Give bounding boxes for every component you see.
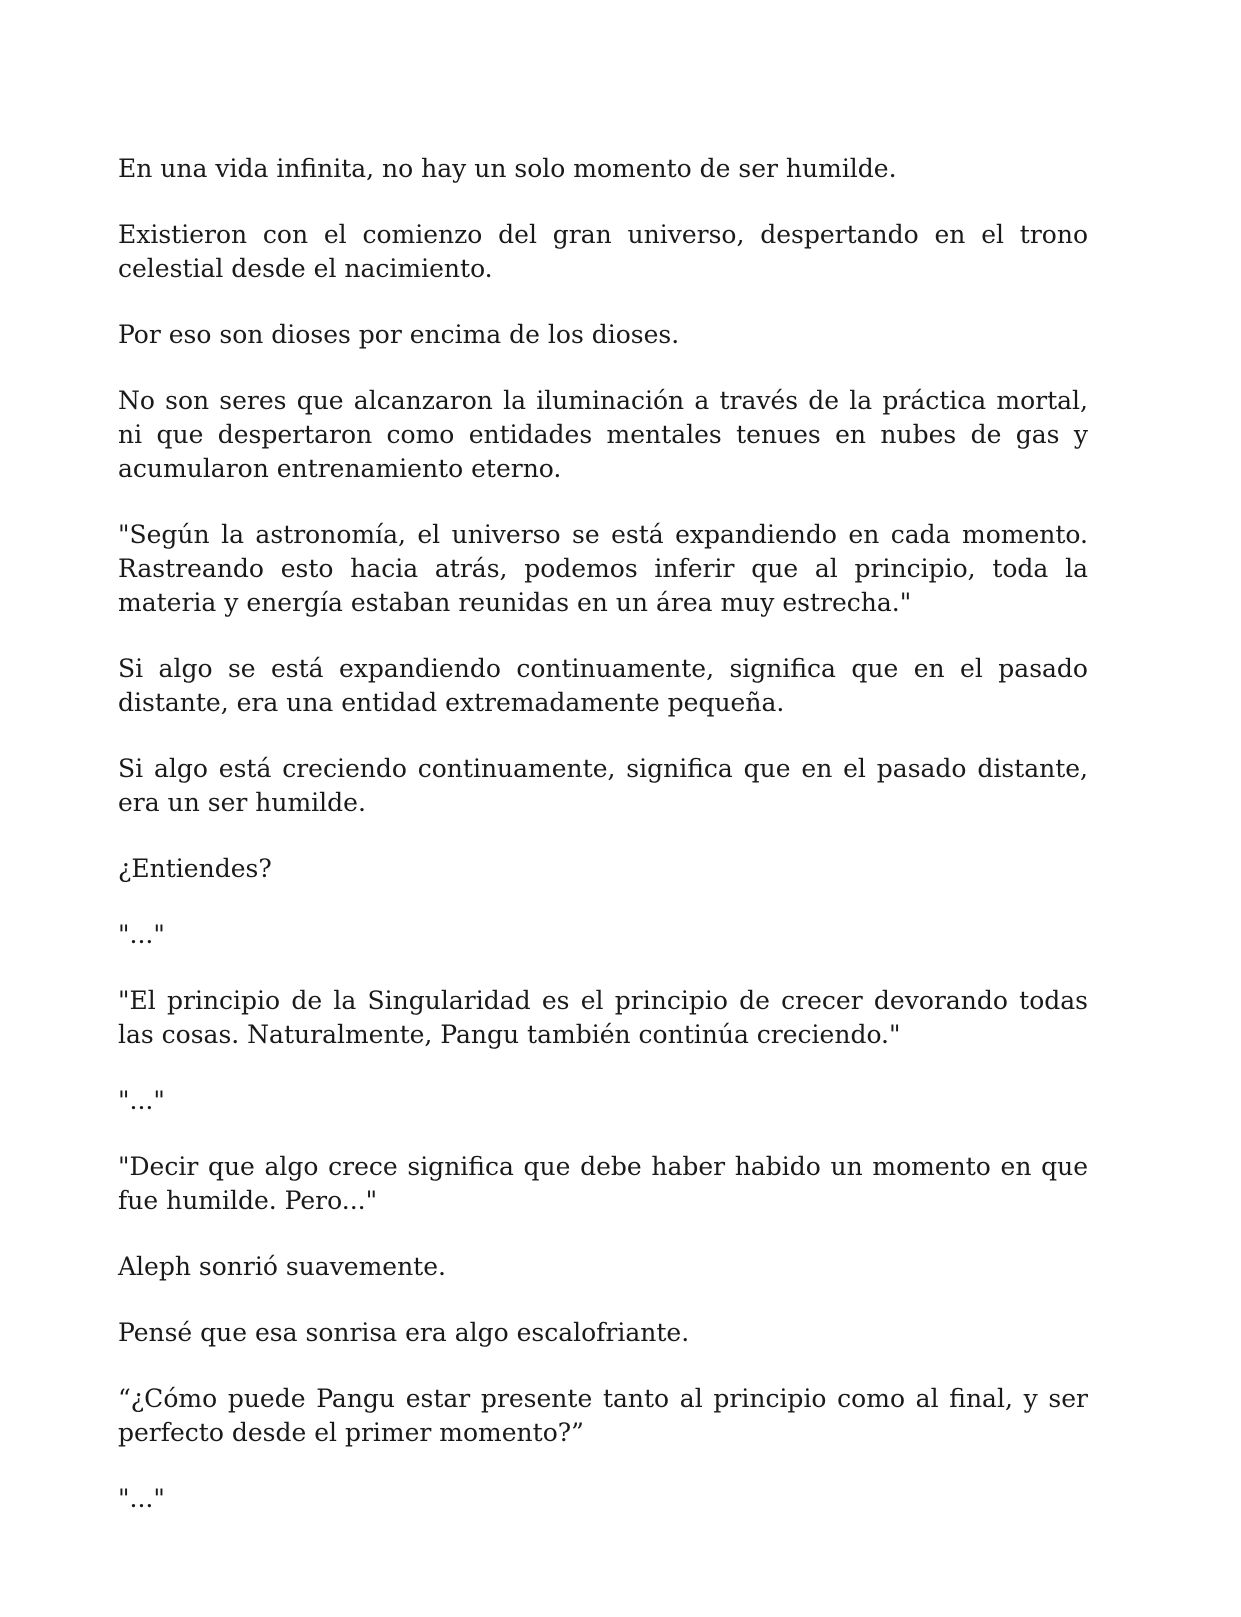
paragraph: "Según la astronomía, el universo se está expandiendo en cada momento. Rastreando esto hacia atrás, podemos inferir que al principio, toda la materia y energía estaban reunidas en un área muy estrecha." bbox=[118, 520, 1088, 617]
paragraph: "..." bbox=[118, 1086, 165, 1115]
paragraph: Por eso son dioses por encima de los dioses. bbox=[118, 320, 680, 349]
paragraph: Aleph sonrió suavemente. bbox=[118, 1252, 446, 1281]
paragraph: No son seres que alcanzaron la iluminación a través de la práctica mortal, ni que despertaron como entidades mentales tenues en nubes de gas y acumularon entrenamiento eterno. bbox=[118, 386, 1088, 483]
paragraph: "..." bbox=[118, 920, 165, 949]
document-body bbox=[118, 152, 1088, 1548]
paragraph: Si algo está creciendo continuamente, significa que en el pasado distante, era un ser humilde. bbox=[118, 754, 1088, 817]
paragraph: ¿Entiendes? bbox=[118, 854, 272, 883]
paragraph: "..." bbox=[118, 1484, 165, 1513]
paragraph: En una vida infinita, no hay un solo momento de ser humilde. bbox=[118, 154, 897, 183]
paragraph: "Decir que algo crece significa que debe haber habido un momento en que fue humilde. Pero..." bbox=[118, 1152, 1088, 1215]
paragraph: “¿Cómo puede Pangu estar presente tanto al principio como al final, y ser perfecto desde el primer momento?” bbox=[118, 1384, 1088, 1447]
paragraph: "El principio de la Singularidad es el principio de crecer devorando todas las cosas. Naturalmente, Pangu también continúa creciendo." bbox=[118, 986, 1088, 1049]
paragraph: Si algo se está expandiendo continuamente, significa que en el pasado distante, era una entidad extremadamente pequeña. bbox=[118, 654, 1088, 717]
paragraph: Pensé que esa sonrisa era algo escalofriante. bbox=[118, 1318, 690, 1347]
paragraph: Existieron con el comienzo del gran universo, despertando en el trono celestial desde el nacimiento. bbox=[118, 220, 1088, 283]
